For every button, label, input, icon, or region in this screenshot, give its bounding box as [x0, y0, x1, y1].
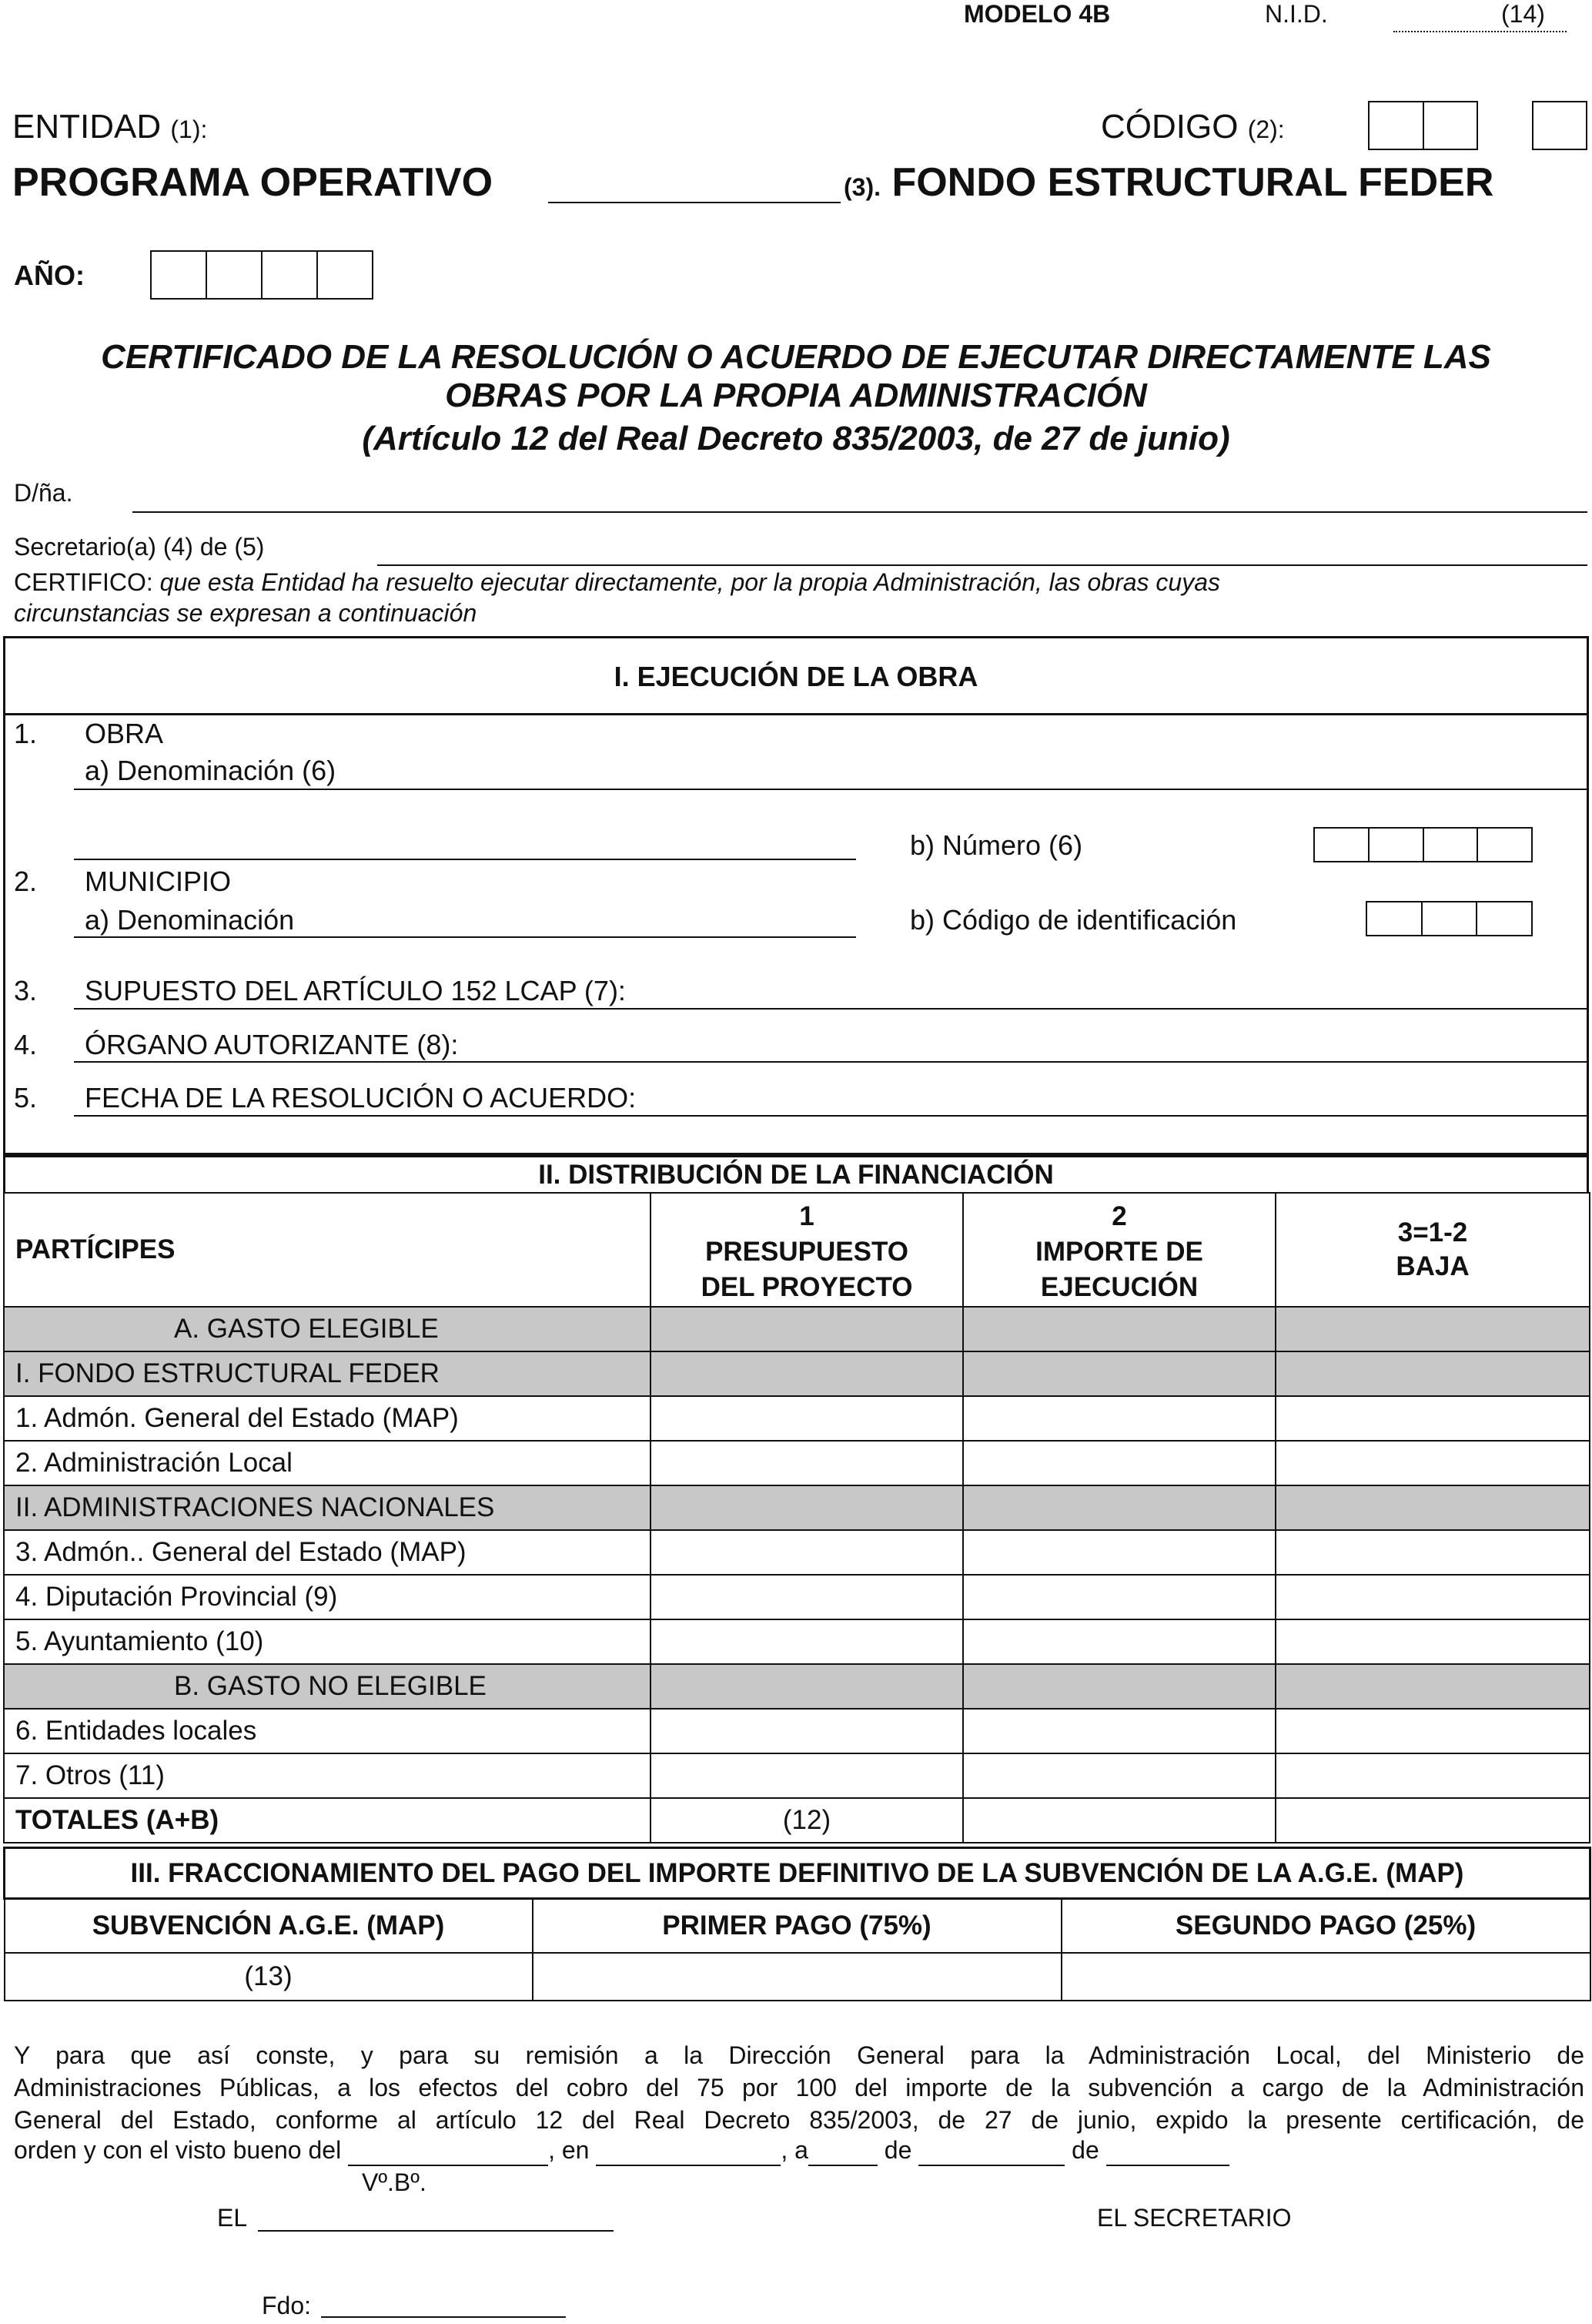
item2-b-label: b) Código de identificación: [910, 904, 1237, 936]
totals-cell[interactable]: [963, 1798, 1276, 1843]
financing-cell: [1276, 1351, 1590, 1396]
totals-label: TOTALES (A+B): [4, 1798, 651, 1843]
financing-row-label: 3. Admón.. General del Estado (MAP): [4, 1530, 651, 1575]
code-ref: (2):: [1247, 116, 1285, 143]
financing-cell[interactable]: [963, 1709, 1276, 1753]
financing-row-label: 5. Ayuntamiento (10): [4, 1619, 651, 1664]
certify-label: CERTIFICO:: [14, 568, 153, 596]
financing-row: [4, 1396, 1590, 1441]
financing-cell[interactable]: [651, 1575, 963, 1619]
model-label: MODELO 4B: [964, 0, 1111, 28]
item1-b-boxes[interactable]: [1313, 827, 1533, 862]
code-row: [1101, 108, 1285, 146]
financing-cell: [651, 1351, 963, 1396]
financing-row-label: B. GASTO NO ELEGIBLE: [4, 1664, 651, 1709]
financing-row-label: 1. Admón. General del Estado (MAP): [4, 1396, 651, 1441]
financing-row: [4, 1709, 1590, 1753]
totals-row: [4, 1798, 1590, 1843]
financing-cell: [651, 1307, 963, 1351]
item2-label: MUNICIPIO: [85, 866, 232, 897]
financing-cell[interactable]: [651, 1709, 963, 1753]
item3-num: 3.: [14, 975, 38, 1006]
item4-line[interactable]: [74, 1061, 1587, 1063]
code-boxes[interactable]: [1368, 101, 1478, 150]
item5-label: FECHA DE LA RESOLUCIÓN O ACUERDO:: [85, 1082, 637, 1113]
financing-cell[interactable]: [1276, 1753, 1590, 1798]
closing-paragraph: [14, 2039, 1584, 2136]
payment-table: [3, 1847, 1591, 2001]
item4-num: 4.: [14, 1029, 38, 1060]
item4-label: ÓRGANO AUTORIZANTE (8):: [85, 1029, 459, 1060]
second-payment-value[interactable]: [1062, 1953, 1590, 2001]
financing-row-label: A. GASTO ELEGIBLE: [4, 1307, 651, 1351]
financing-row: [4, 1664, 1590, 1709]
item1-label: OBRA: [85, 718, 164, 749]
document-title: [0, 334, 1592, 462]
financing-row: [4, 1351, 1590, 1396]
closing-line-1: Y para que así conste, y para su remisión a la Dirección General para la Administración Local, del Ministerio de: [14, 2041, 1584, 2069]
financing-cell[interactable]: [963, 1530, 1276, 1575]
financing-row-label: I. FONDO ESTRUCTURAL FEDER: [4, 1351, 651, 1396]
financing-row: [4, 1753, 1590, 1798]
certify-text-2: circunstancias se expresan a continuación: [14, 599, 477, 627]
financing-cell[interactable]: [1276, 1530, 1590, 1575]
totals-budget-cell[interactable]: (12): [651, 1798, 963, 1843]
financing-row-label: 6. Entidades locales: [4, 1709, 651, 1753]
financing-cell[interactable]: [651, 1396, 963, 1441]
financing-cell[interactable]: [651, 1619, 963, 1664]
financing-cell: [963, 1664, 1276, 1709]
item5-num: 5.: [14, 1082, 38, 1113]
financing-cell[interactable]: [963, 1441, 1276, 1485]
nid-label: N.I.D.: [1265, 0, 1328, 28]
financing-cell[interactable]: [963, 1396, 1276, 1441]
financing-cell: [1276, 1485, 1590, 1530]
fund-row: [844, 159, 1493, 206]
financing-cell[interactable]: [651, 1441, 963, 1485]
first-payment-value[interactable]: [533, 1953, 1062, 2001]
title-line-3: (Artículo 12 del Real Decreto 835/2003, de 27 de junio): [362, 420, 1230, 457]
item2-a-label: a) Denominación: [85, 904, 295, 936]
item1-num: 1.: [14, 718, 38, 749]
secretary-line[interactable]: [377, 564, 1587, 566]
item1-a-line[interactable]: [74, 789, 1587, 790]
col-execution-header: 2 IMPORTE DE EJECUCIÓN: [963, 1193, 1276, 1307]
financing-cell[interactable]: [963, 1575, 1276, 1619]
entity-row: [12, 108, 207, 146]
item3-label: SUPUESTO DEL ARTÍCULO 152 LCAP (7):: [85, 975, 626, 1006]
title-line-1: CERTIFICADO DE LA RESOLUCIÓN O ACUERDO DE EJECUTAR DIRECTAMENTE LAS: [101, 338, 1491, 376]
financing-cell: [651, 1485, 963, 1530]
financing-row-label: 4. Diputación Provincial (9): [4, 1575, 651, 1619]
financing-row-label: II. ADMINISTRACIONES NACIONALES: [4, 1485, 651, 1530]
title-line-2: OBRAS POR LA PROPIA ADMINISTRACIÓN: [445, 377, 1147, 414]
financing-cell: [651, 1664, 963, 1709]
closing-line-2: Administraciones Públicas, a los efectos del cobro del 75 por 100 del importe de la subvención a cargo de la Administración: [14, 2074, 1584, 2101]
program-row: [12, 159, 493, 206]
month-blank[interactable]: [918, 2136, 1065, 2166]
item5-line[interactable]: [74, 1115, 1587, 1117]
fund-label: FONDO ESTRUCTURAL FEDER: [891, 160, 1494, 205]
secretary-signature-label: EL SECRETARIO: [1097, 2204, 1292, 2232]
financing-cell[interactable]: [1276, 1619, 1590, 1664]
item2-b-boxes[interactable]: [1366, 901, 1533, 936]
financing-row: [4, 1307, 1590, 1351]
entity-label: ENTIDAD: [12, 108, 162, 146]
financing-cell[interactable]: [1276, 1709, 1590, 1753]
financing-row: [4, 1441, 1590, 1485]
financing-cell[interactable]: [651, 1753, 963, 1798]
program-ref: (3).: [844, 173, 881, 201]
dna-line[interactable]: [132, 511, 1587, 513]
vobo-blank[interactable]: [348, 2136, 548, 2166]
section-payment-title: III. FRACCIONAMIENTO DEL PAGO DEL IMPORTE DEFINITIVO DE LA SUBVENCIÓN DE LA A.G.E. (MAP): [5, 1848, 1590, 1899]
col-budget-header: 1 PRESUPUESTO DEL PROYECTO: [651, 1193, 963, 1307]
totals-cell[interactable]: [1276, 1798, 1590, 1843]
certify-text: [14, 567, 1584, 628]
closing-line-3: General del Estado, conforme al artículo 12 del Real Decreto 835/2003, de 27 de junio, expido la presente certificación, de: [14, 2106, 1584, 2134]
col-first-payment-header: PRIMER PAGO (75%): [533, 1899, 1062, 1953]
secretary-label: Secretario(a) (4) de (5): [14, 533, 265, 561]
item2-num: 2.: [14, 866, 38, 897]
financing-cell[interactable]: [1276, 1441, 1590, 1485]
financing-row: [4, 1619, 1590, 1664]
financing-cell: [963, 1485, 1276, 1530]
year-label: AÑO:: [14, 260, 85, 291]
col-reduction-header: 3=1-2 BAJA: [1276, 1193, 1590, 1307]
dna-label: D/ña.: [14, 479, 73, 507]
financing-cell[interactable]: [651, 1530, 963, 1575]
program-label: PROGRAMA OPERATIVO: [12, 160, 493, 205]
year-blank[interactable]: [1106, 2136, 1229, 2166]
section-execution-title: I. EJECUCIÓN DE LA OBRA: [614, 661, 978, 692]
program-line[interactable]: [548, 202, 841, 203]
financing-row-label: 7. Otros (11): [4, 1753, 651, 1798]
financing-cell: [1276, 1307, 1590, 1351]
financing-row: [4, 1485, 1590, 1530]
closing-line-4: orden y con el visto bueno del , en , a de de: [14, 2136, 1229, 2166]
section-execution-header-line: [3, 713, 1589, 715]
signed-line[interactable]: [321, 2316, 566, 2318]
year-boxes[interactable]: [150, 250, 373, 300]
el-line[interactable]: [258, 2230, 614, 2232]
code-label: CÓDIGO: [1101, 108, 1239, 146]
item1-a-line-2[interactable]: [74, 859, 856, 860]
col-participants-header: PARTÍCIPES: [4, 1193, 651, 1307]
subsidy-value[interactable]: (13): [5, 1953, 533, 2001]
financing-cell[interactable]: [963, 1619, 1276, 1664]
nid-line: [1393, 31, 1567, 32]
col-subsidy-header: SUBVENCIÓN A.G.E. (MAP): [5, 1899, 533, 1953]
financing-row: [4, 1575, 1590, 1619]
entity-ref: (1):: [170, 116, 208, 143]
financing-cell: [963, 1307, 1276, 1351]
financing-cell[interactable]: [1276, 1396, 1590, 1441]
financing-cell[interactable]: [1276, 1575, 1590, 1619]
code-box-extra[interactable]: [1532, 101, 1587, 150]
col-second-payment-header: SEGUNDO PAGO (25%): [1062, 1899, 1590, 1953]
nid-value: (14): [1501, 0, 1545, 28]
item1-b-label: b) Número (6): [910, 829, 1083, 861]
financing-row: [4, 1530, 1590, 1575]
vobo-label: Vº.Bº.: [362, 2168, 426, 2196]
certify-text-1: que esta Entidad ha resuelto ejecutar directamente, por la propia Administración, las obras cuyas: [159, 568, 1220, 596]
day-blank[interactable]: [808, 2136, 878, 2166]
financing-cell: [963, 1351, 1276, 1396]
item2-a-line[interactable]: [74, 936, 856, 938]
item1-a-label: a) Denominación (6): [85, 755, 336, 786]
financing-table: [3, 1192, 1590, 1843]
place-blank[interactable]: [596, 2136, 781, 2166]
financing-row-label: 2. Administración Local: [4, 1441, 651, 1485]
item3-line[interactable]: [74, 1008, 1587, 1010]
financing-cell: [1276, 1664, 1590, 1709]
financing-cell[interactable]: [963, 1753, 1276, 1798]
section-financing-title: II. DISTRIBUCIÓN DE LA FINANCIACIÓN: [538, 1160, 1054, 1190]
el-label: EL: [217, 2204, 248, 2232]
signed-label: Fdo:: [262, 2292, 312, 2319]
